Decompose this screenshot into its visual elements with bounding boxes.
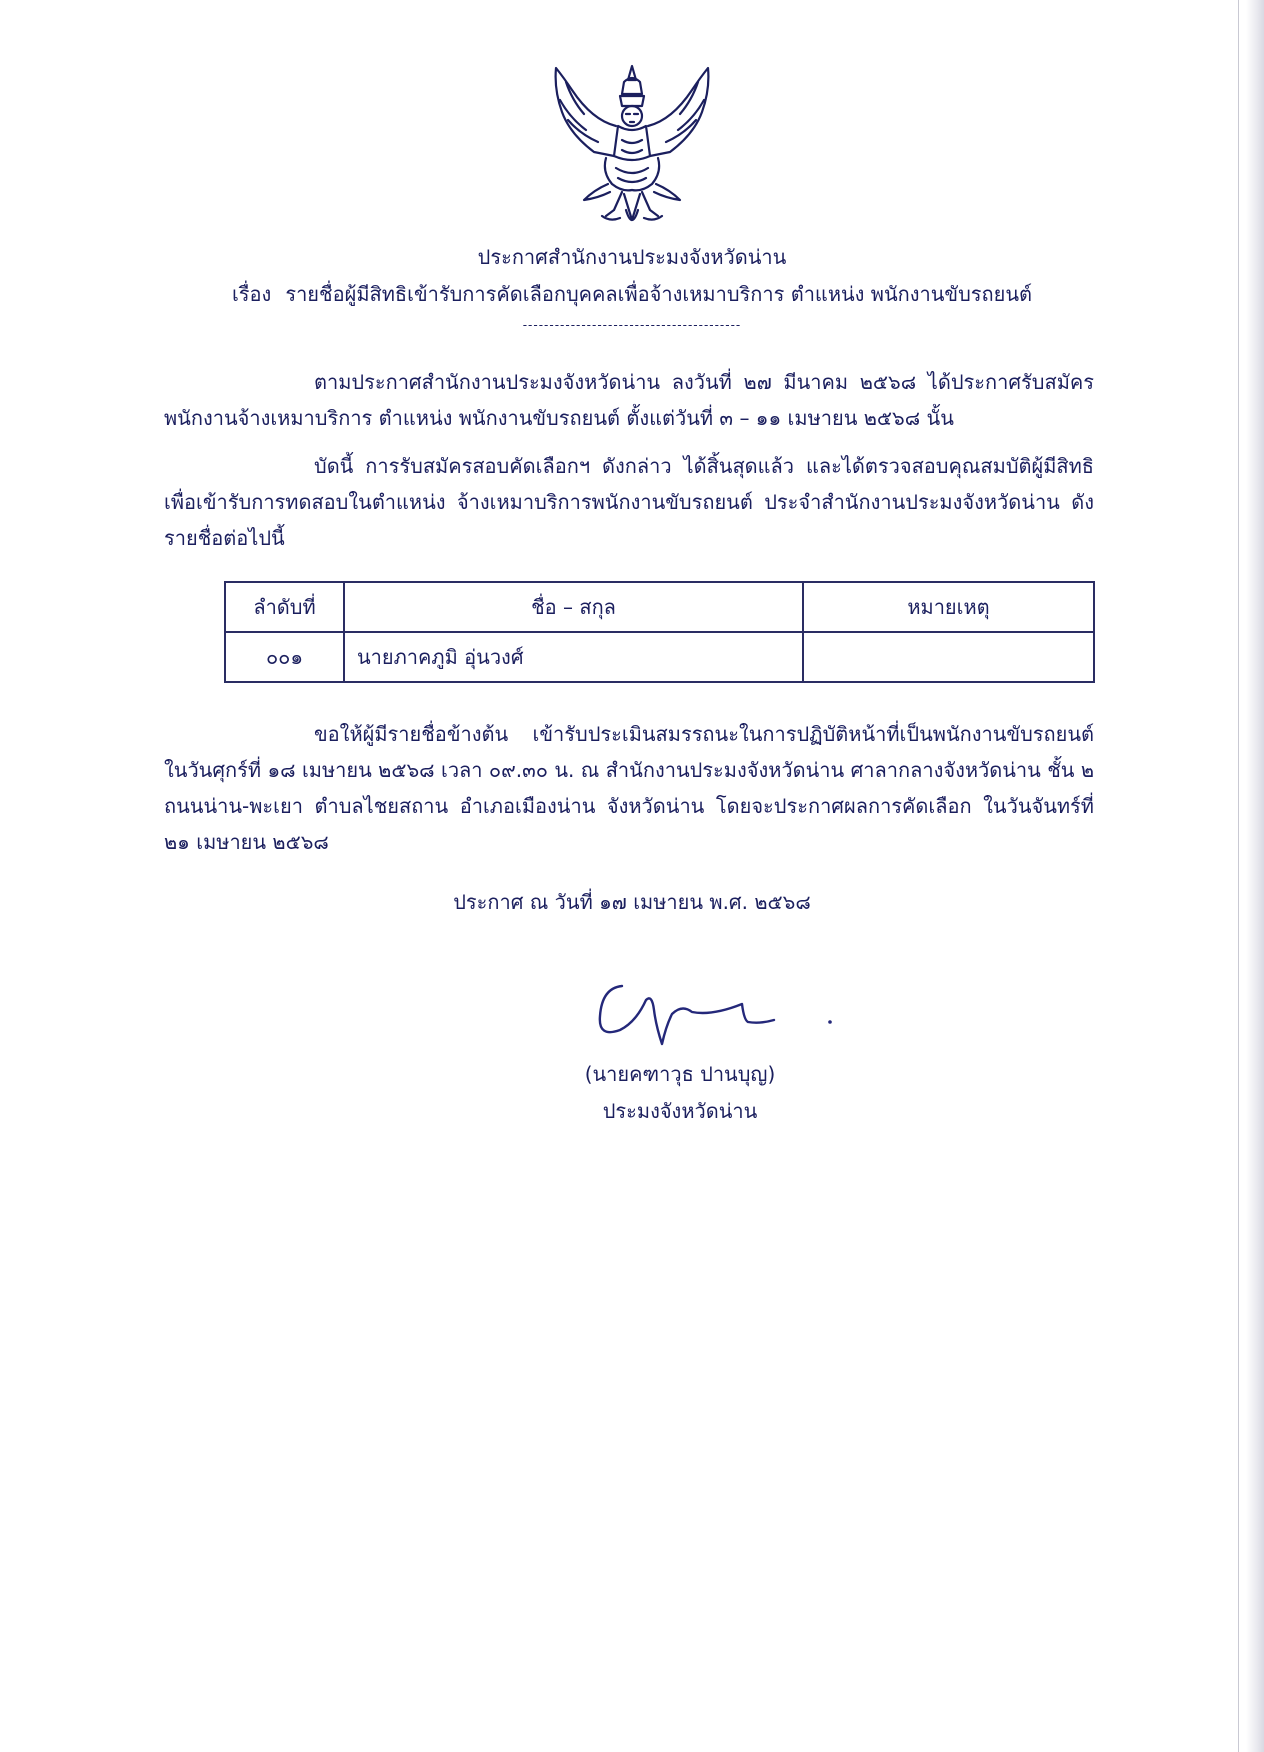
header-order: ลำดับที่ (225, 582, 344, 632)
cell-remark (803, 632, 1094, 682)
header-name: ชื่อ – สกุล (344, 582, 803, 632)
cell-order: ๐๐๑ (225, 632, 344, 682)
paragraph-reference: ตามประกาศสำนักงานประมงจังหวัดน่าน ลงวันที่ ๒๗ มีนาคม ๒๕๖๘ ได้ประกาศรับสมัคร พนักงานจ้างเหมาบริการ ตำแหน่ง พนักงานขับรถยนต์ ตั้งแต่วันที่ ๓ – ๑๑ เมษายน ๒๕๖๘ นั้น (164, 370, 1094, 430)
paragraph-eligibility: บัดนี้ การรับสมัครสอบคัดเลือกฯ ดังกล่าว ได้สิ้นสุดแล้ว และได้ตรวจสอบคุณสมบัติผู้มีสิทธิ เพื่อเข้ารับการทดสอบในตำแหน่ง จ้างเหมาบริการพนักงานขับรถยนต์ ประจำสำนักงานประมงจังหวัดน่าน ดังรายชื่อต่อไปนี้ (164, 454, 1094, 550)
table-row (225, 632, 1094, 682)
cell-name: นายภาคภูมิ อุ่นวงศ์ (344, 632, 803, 682)
candidate-table (224, 581, 1095, 683)
subject-text: รายชื่อผู้มีสิทธิเข้ารับการคัดเลือกบุคคลเพื่อจ้างเหมาบริการ ตำแหน่ง พนักงานขับรถยนต์ (285, 282, 1033, 306)
table-header-row (225, 582, 1094, 632)
handwritten-signature (592, 964, 842, 1064)
garuda-emblem-icon (544, 60, 720, 236)
announcement-date: ประกาศ ณ วันที่ ๑๗ เมษายน พ.ศ. ๒๕๖๘ (453, 890, 811, 914)
signer-title: ประมงจังหวัดน่าน (602, 1099, 758, 1123)
announcement-title: ประกาศสำนักงานประมงจังหวัดน่าน (477, 245, 787, 269)
header-remark: หมายเหตุ (803, 582, 1094, 632)
announcement-subject-line (0, 278, 1264, 310)
title-divider: ----------------------------------------- (522, 318, 742, 332)
paragraph-assessment: ขอให้ผู้มีรายชื่อข้างต้น เข้ารับประเมินสมรรถนะในการปฏิบัติหน้าที่เป็นพนักงานขับรถยนต์ ในวันศุกร์ที่ ๑๘ เมษายน ๒๕๖๘ เวลา ๐๙.๓๐ น. ณ สำนักงานประมงจังหวัดน่าน ศาลากลางจังหวัดน่าน ชั้น ๒ ถนนน่าน-พะเยา ตำบลไชยสถาน อำเภอเมืองน่าน จังหวัดน่าน โดยจะประกาศผลการคัดเลือก ในวันจันทร์ที่ ๒๑ เมษายน ๒๕๖๘ (164, 722, 1094, 854)
signer-name: (นายคฑาวุธ ปานบุญ) (584, 1062, 776, 1086)
subject-label: เรื่อง (231, 282, 272, 306)
